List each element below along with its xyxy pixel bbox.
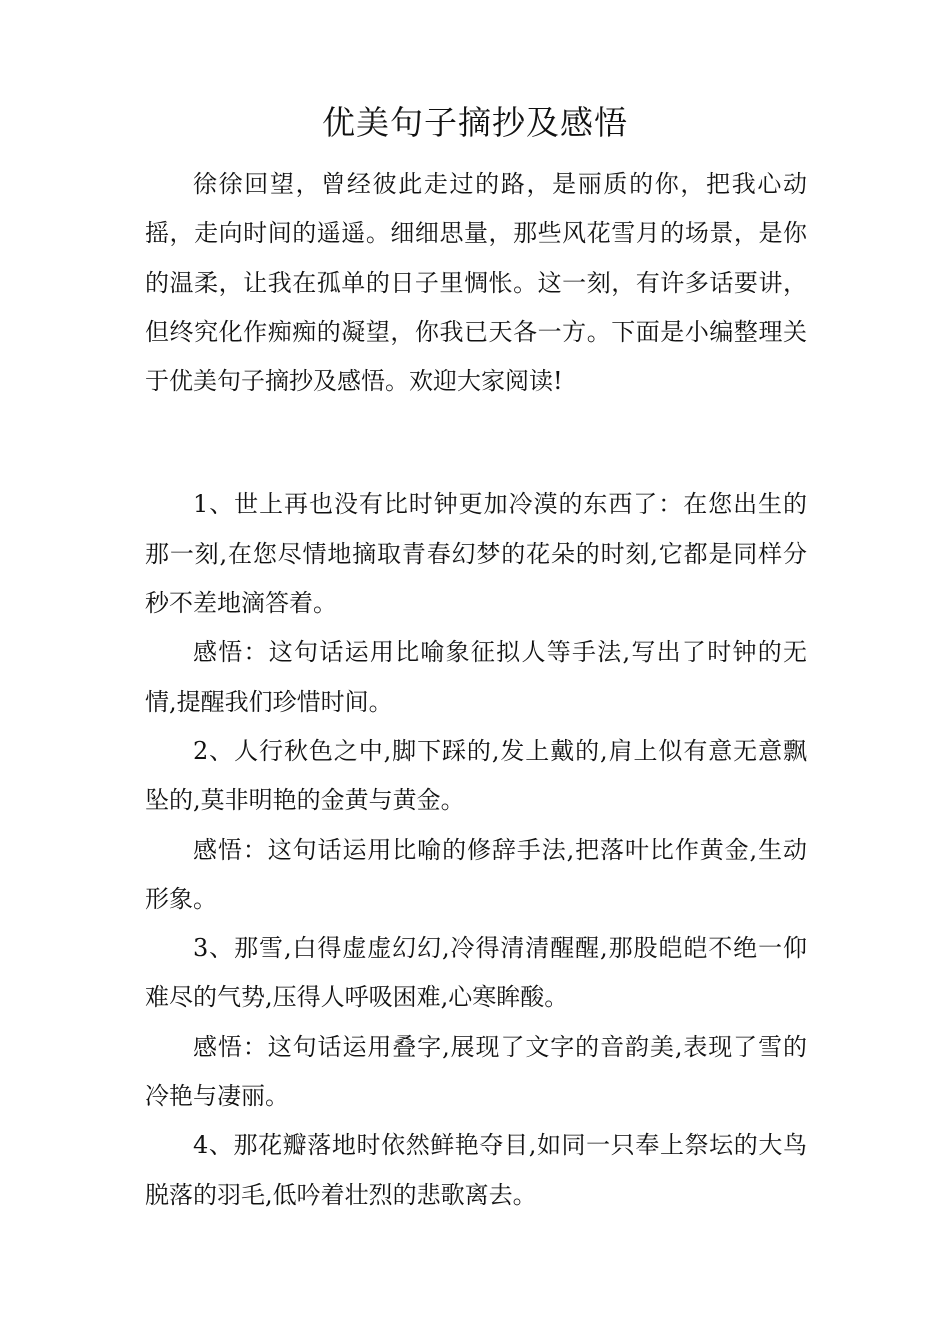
insight-1-paragraph: 感悟：这句话运用比喻象征拟人等手法,写出了时钟的无情,提醒我们珍惜时间。 <box>145 638 807 716</box>
paragraph-gap <box>145 406 807 480</box>
sentence-2-paragraph: 2、人行秋色之中,脚下踩的,发上戴的,肩上似有意无意飘坠的,莫非明艳的金黄与黄金。 <box>145 736 807 815</box>
sentence-1-paragraph: 1、世上再也没有比时钟更加冷漠的东西了：在您出生的那一刻,在您尽情地摘取青春幻梦的花朵的时刻,它都是同样分秒不差地滴答着。 <box>145 490 807 618</box>
insight-3-paragraph: 感悟：这句话运用叠字,展现了文字的音韵美,表现了雪的冷艳与凄丽。 <box>145 1032 807 1111</box>
insight-2-paragraph: 感悟：这句话运用比喻的修辞手法,把落叶比作黄金,生动形象。 <box>145 835 807 913</box>
document-title: 优美句子摘抄及感悟 <box>322 103 628 142</box>
intro-paragraph: 徐徐回望，曾经彼此走过的路，是丽质的你，把我心动摇，走向时间的遥遥。细细思量，那些风花雪月的场景，是你的温柔，让我在孤单的日子里惆怅。这一刻，有许多话要讲，但终究化作痴痴的凝望，你我已天各一方。下面是小编整理关于优美句子摘抄及感悟。欢迎大家阅读! <box>145 170 807 396</box>
sentence-3-paragraph: 3、那雪,白得虚虚幻幻,冷得清清醒醒,那股皑皑不绝一仰难尽的气势,压得人呼吸困难,心寒眸酸。 <box>145 934 807 1012</box>
sentence-4-paragraph: 4、那花瓣落地时依然鲜艳夺目,如同一只奉上祭坛的大鸟脱落的羽毛,低吟着壮烈的悲歌离去。 <box>145 1131 807 1209</box>
document-body <box>145 160 807 1220</box>
